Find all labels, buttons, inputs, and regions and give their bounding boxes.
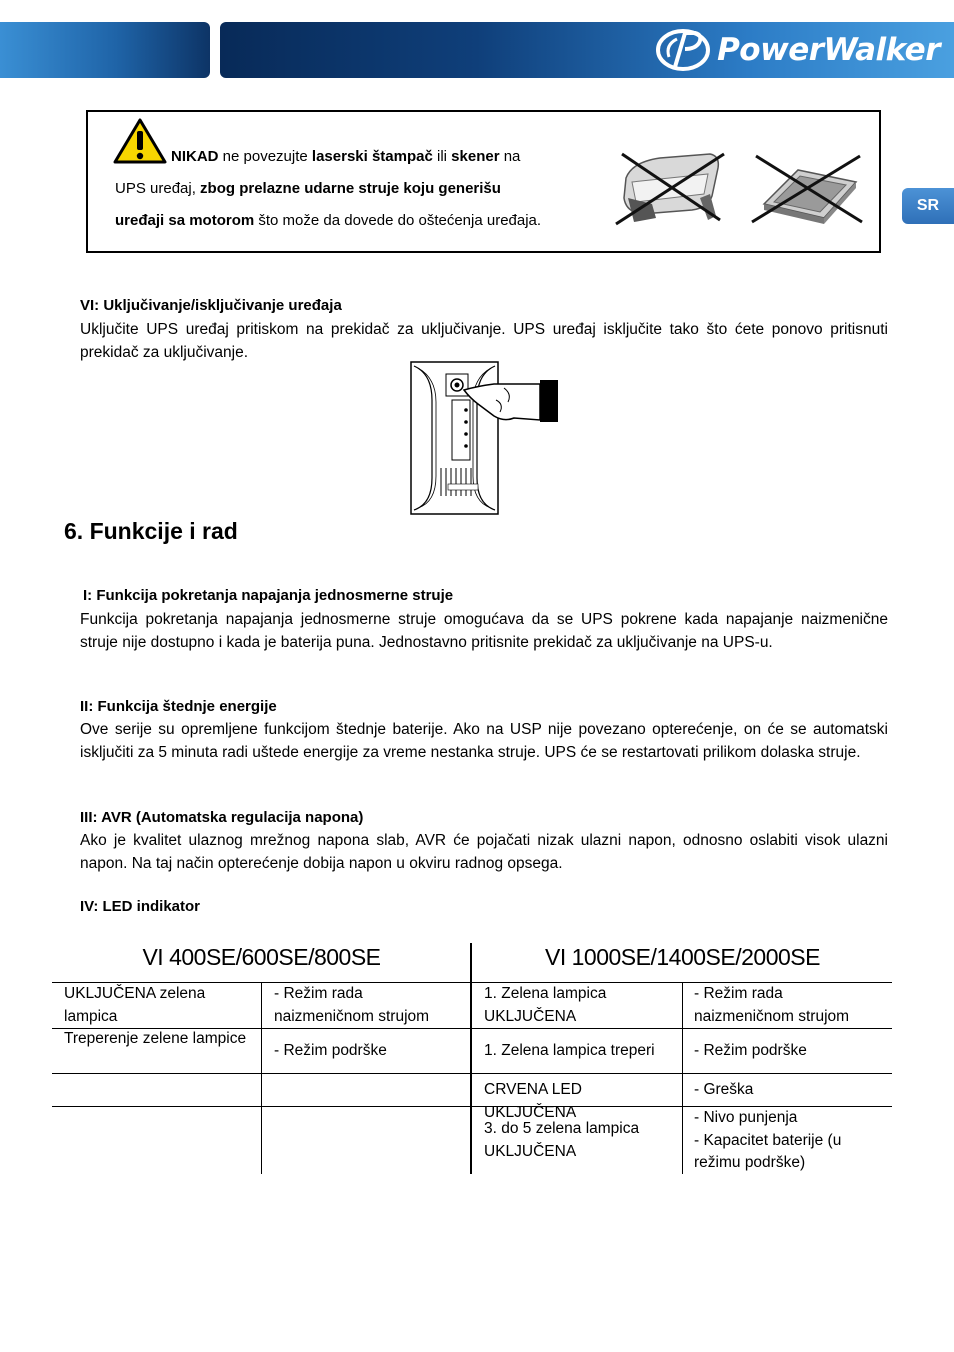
row-line <box>52 1073 892 1074</box>
section-ii-text: Ove serije su opremljene funkcijom štednje baterije. Ako na USP nije povezano opterećenje, on će se automatski isključiti za 5 minuta radi uštede energije za vreme nestanka struje. UPS će se restartovati prilikom dolaska struje. <box>80 721 888 761</box>
table-cell-line: - Kapacitet baterije (u režimu podrške) <box>694 1131 842 1171</box>
warning-triangle-icon <box>113 118 167 164</box>
table-cell: 3. do 5 zelena lampica UKLJUČENA <box>484 1120 640 1160</box>
section-vi-title: VI: Uključivanje/isključivanje uređaja <box>80 297 342 314</box>
left-table-header: VI 400SE/600SE/800SE <box>142 944 381 970</box>
section-ii-title: II: Funkcija štednje energije <box>80 698 277 715</box>
table-cell: - Režim podrške <box>694 1042 807 1059</box>
left-column-line <box>261 982 262 1174</box>
crossed-scanner-icon <box>748 152 866 228</box>
brand-name: PowerWalker <box>717 32 940 68</box>
table-cell: - Režim rada naizmeničnom strujom <box>274 985 430 1025</box>
table-cell-line: - Nivo punjenja <box>694 1109 798 1126</box>
header-banner-left <box>0 22 210 78</box>
led-table <box>52 930 892 1175</box>
brand-logo <box>655 25 940 75</box>
table-cell-multiline <box>694 1107 884 1175</box>
warning-line-1: NIKAD ne povezujte laserski štampač ili skener na <box>171 148 521 165</box>
section-i-text: Funkcija pokretanja napajanja jednosmerne struje omogućava da se UPS pokrene kada napajanje naizmenične struje nije dostupno i kada je baterija puna. Jednostavno pritisnite prekidač za uključivanje na UPS-u. <box>80 611 888 651</box>
section-iii-text: Ako je kvalitet ulaznog mrežnog napona slab, AVR će pojačati nizak ulazni napon, odnosno oslabiti visok ulazni napon. Na taj način opterećenje dobija napon u okviru radnog opsega. <box>80 832 888 872</box>
warning-line-2: UPS uređaj, zbog prelazne udarne struje koju generišu <box>115 180 501 197</box>
table-cell: - Režim podrške <box>274 1042 387 1059</box>
crossed-printer-icon <box>612 148 730 230</box>
section-i-title: I: Funkcija pokretanja napajanja jednosmerne struje <box>83 587 454 604</box>
ups-power-button-illustration <box>408 360 560 516</box>
table-cell: 1. Zelena lampica treperi <box>484 1042 655 1059</box>
table-cell: CRVENA LED UKLJUČENA <box>484 1081 582 1121</box>
section-vi-text: Uključite UPS uređaj pritiskom na prekidač za uključivanje. UPS uređaj isključite tako što ćete ponovo pritisnuti prekidač za uključivanje. <box>80 321 888 361</box>
right-column-line <box>682 982 683 1174</box>
table-cell: UKLJUČENA zelena lampica <box>64 985 206 1025</box>
table-cell: 1. Zelena lampica UKLJUČENA <box>484 985 607 1025</box>
table-divider <box>470 943 472 1174</box>
powerwalker-logo-icon <box>655 27 711 73</box>
section-iv-title: IV: LED indikator <box>80 898 201 915</box>
warning-line-3: uređaji sa motorom što može da dovede do oštećenja uređaja. <box>115 212 542 229</box>
section-iii-title: III: AVR (Automatska regulacija napona) <box>80 809 364 826</box>
chapter-title: 6. Funkcije i rad <box>64 518 238 544</box>
table-cell: - Greška <box>694 1081 754 1098</box>
right-table-header: VI 1000SE/1400SE/2000SE <box>545 944 820 970</box>
table-cell: Treperenje zelene lampice <box>64 1030 247 1047</box>
language-tab-sr[interactable]: SR <box>902 188 954 224</box>
table-cell: - Režim rada naizmeničnom strujom <box>694 985 850 1025</box>
